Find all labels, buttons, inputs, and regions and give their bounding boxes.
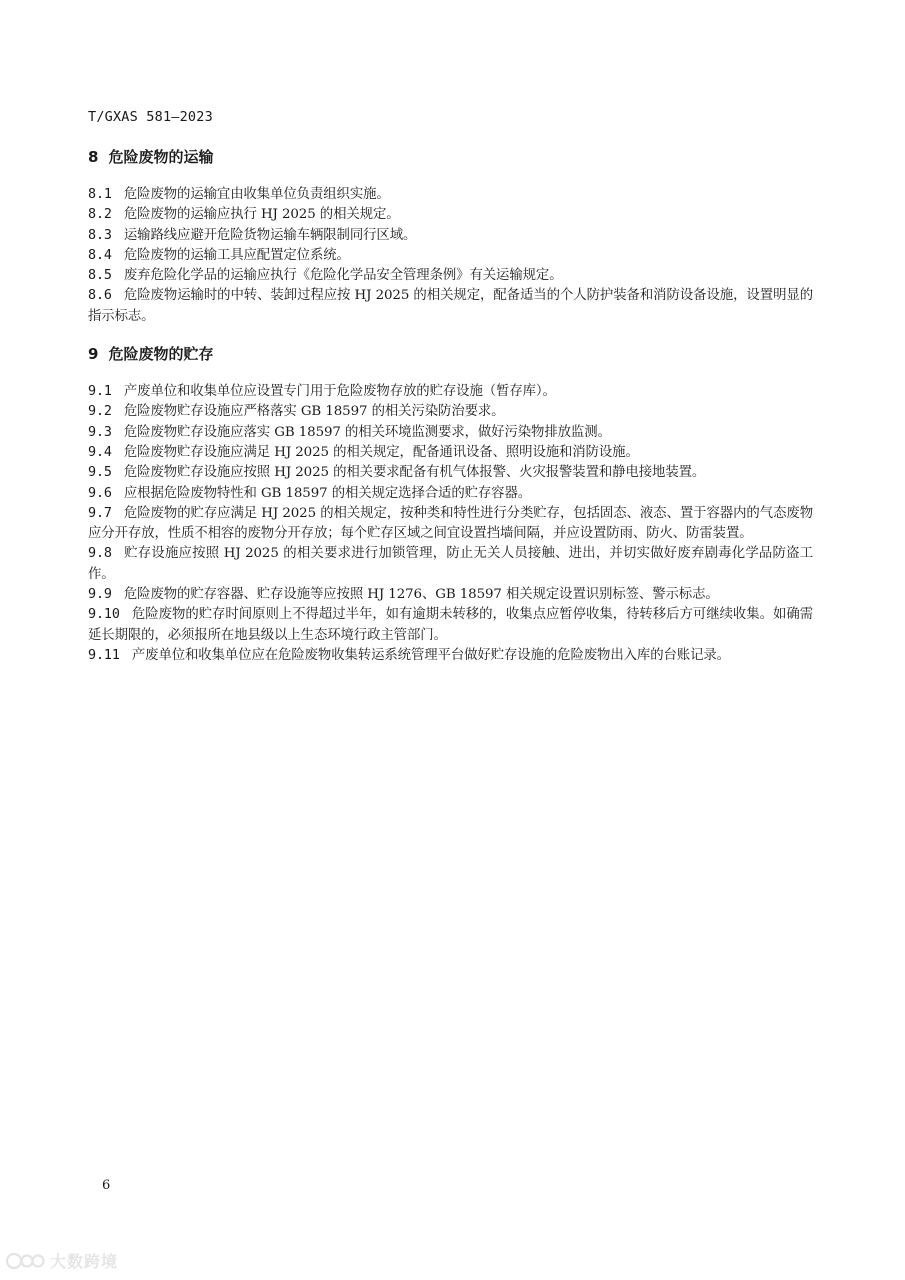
section-number: 8 <box>88 148 99 166</box>
clause-number: 8.1 <box>88 187 112 202</box>
clause-text: 危险废物运输时的中转、装卸过程应按 HJ 2025 的相关规定，配备适当的个人防护装备和消防设备设施，设置明显的指示标志。 <box>88 288 813 324</box>
clause <box>88 226 813 246</box>
clause <box>88 286 813 327</box>
clause-number: 9.1 <box>88 384 112 400</box>
page-number: 6 <box>102 1178 111 1193</box>
clause-text: 产废单位和收集单位应设置专门用于危险废物存放的贮存设施（暂存库）。 <box>123 384 556 400</box>
watermark <box>6 1249 118 1272</box>
clause-number: 9.7 <box>88 505 112 521</box>
section-9 <box>88 343 813 666</box>
clause-text: 危险废物贮存设施应落实 GB 18597 的相关环境监测要求，做好污染物排放监测。 <box>123 424 611 440</box>
clause-number: 9.11 <box>88 647 120 663</box>
clause <box>88 382 813 402</box>
clause <box>88 205 813 225</box>
clause-number: 9.3 <box>88 424 112 440</box>
clause <box>88 605 813 646</box>
section-number: 9 <box>88 345 99 364</box>
clause-text: 危险废物的运输应执行 HJ 2025 的相关规定。 <box>123 207 400 223</box>
clause-text: 危险废物的贮存容器、贮存设施等应按照 HJ 1276、GB 18597 相关规定设置识别标签、警示标志。 <box>123 587 719 603</box>
document-code: T/GXAS 581—2023 <box>88 109 213 125</box>
clause-text: 危险废物的运输宜由收集单位负责组织实施。 <box>123 187 390 202</box>
section-8 <box>88 146 813 327</box>
clause <box>88 402 813 422</box>
clause <box>88 463 813 483</box>
section-title: 危险废物的运输 <box>108 148 214 166</box>
brand-logo-icon <box>6 1251 46 1271</box>
document-body <box>88 146 813 666</box>
clause-text: 危险废物的运输工具应配置定位系统。 <box>123 247 350 263</box>
section-title: 危险废物的贮存 <box>108 345 214 364</box>
clause-text: 贮存设施应按照 HJ 2025 的相关要求进行加锁管理，防止无关人员接触、进出，并切实做好废弃剧毒化学品防盗工作。 <box>88 546 813 582</box>
clause-number: 9.6 <box>88 485 112 501</box>
clause-number: 9.8 <box>88 546 112 562</box>
section-heading <box>88 343 813 365</box>
clause-text: 产废单位和收集单位应在危险废物收集转运系统管理平台做好贮存设施的危险废物出入库的台账记录。 <box>131 647 730 663</box>
clause-number: 9.2 <box>88 404 112 420</box>
clause-number: 8.6 <box>88 288 112 304</box>
clause-number: 8.5 <box>88 268 112 284</box>
clause-number: 9.5 <box>88 465 112 481</box>
clause <box>88 646 813 666</box>
watermark-text: 大数跨境 <box>50 1252 119 1271</box>
clause-text: 危险废物的贮存时间原则上不得超过半年，如有逾期未转移的，收集点应暂停收集，待转移后方可继续收集。如确需延长期限的，必须报所在地县级以上生态环境行政主管部门。 <box>88 607 813 643</box>
clause-text: 危险废物的贮存应满足 HJ 2025 的相关规定，按种类和特性进行分类贮存，包括固态、液态、置于容器内的气态废物应分开存放，性质不相容的废物分开存放；每个贮存区域之间宜设置挡墙间隔，并应设置防雨、防火、防雷装置。 <box>88 505 813 542</box>
clause <box>88 504 813 545</box>
clause-text: 危险废物贮存设施应按照 HJ 2025 的相关要求配备有机气体报警、火灾报警装置和静电接地装置。 <box>123 465 706 481</box>
clause <box>88 544 813 585</box>
clause-number: 9.10 <box>88 607 120 623</box>
section-heading <box>88 146 813 168</box>
clause-number: 9.4 <box>88 444 112 460</box>
clause-number: 8.4 <box>88 247 112 263</box>
clause <box>88 443 813 463</box>
clause <box>88 484 813 504</box>
clause <box>88 185 813 205</box>
clause <box>88 266 813 286</box>
clause-text: 废弃危险化学品的运输应执行《危险化学品安全管理条例》有关运输规定。 <box>123 268 563 284</box>
clause <box>88 246 813 266</box>
clause-text: 危险废物贮存设施应严格落实 GB 18597 的相关污染防治要求。 <box>123 404 505 420</box>
clause-text: 危险废物贮存设施应满足 HJ 2025 的相关规定，配备通讯设备、照明设施和消防设施。 <box>123 444 639 460</box>
clause <box>88 423 813 443</box>
clause <box>88 585 813 605</box>
clause-text: 运输路线应避开危险货物运输车辆限制同行区域。 <box>123 227 417 243</box>
clause-text: 应根据危险废物特性和 GB 18597 的相关规定选择合适的贮存容器。 <box>123 485 532 501</box>
clause-number: 8.2 <box>88 207 112 223</box>
clause-number: 8.3 <box>88 227 112 243</box>
clause-number: 9.9 <box>88 587 112 603</box>
